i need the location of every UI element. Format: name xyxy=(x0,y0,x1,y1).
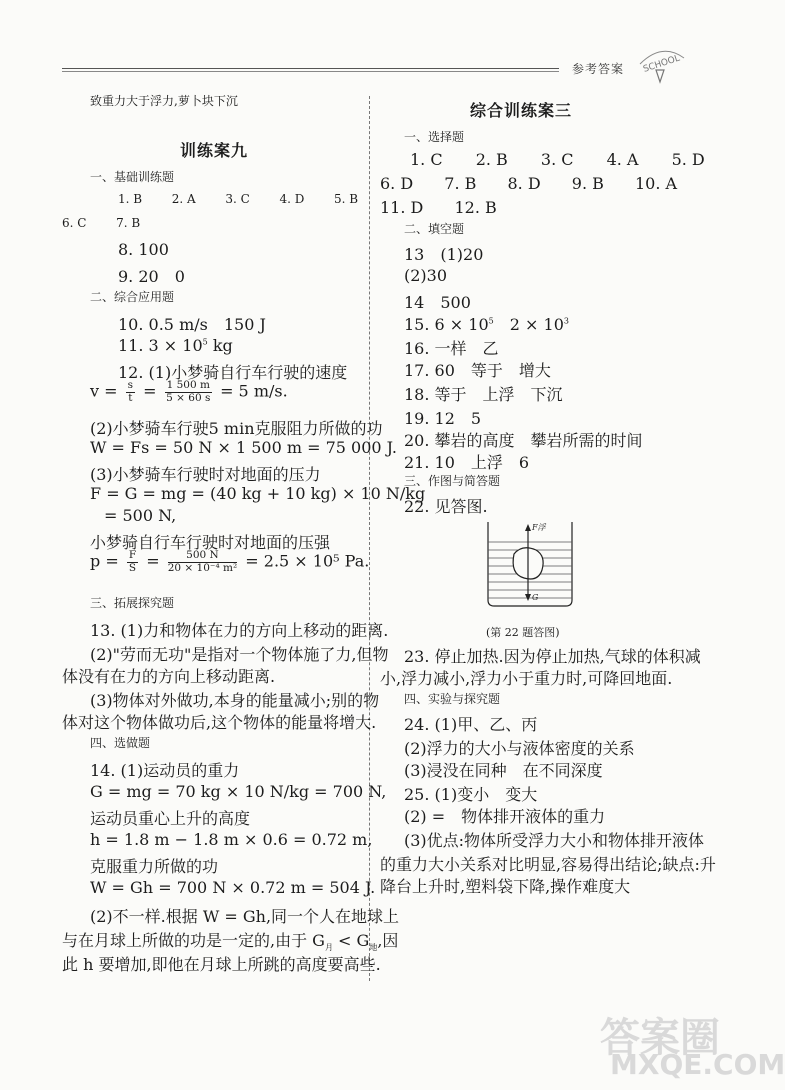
right-q24-a: 24. (1)甲、乙、丙 xyxy=(404,715,538,734)
right-q14: 14 500 xyxy=(404,293,471,312)
numerator: F xyxy=(128,549,137,561)
right-q18: 18. 等于 上浮 下沉 xyxy=(404,385,563,404)
text-part: 15. 6 × 10 xyxy=(404,315,489,334)
left-q12-2: (2)小梦骑车行驶5 min克服阻力所做的功 xyxy=(90,419,383,438)
left-section-title: 训练案九 xyxy=(180,141,249,160)
right-heading-drawing: 三、作图与简答题 xyxy=(404,474,501,488)
numerator: s xyxy=(127,379,134,391)
q11-text: 11. 3 × 10 xyxy=(118,336,203,355)
numerator: 1 500 m xyxy=(166,379,210,391)
left-q14-d: 克服重力所做的功 xyxy=(90,857,219,876)
answer-item: 11. D xyxy=(380,198,424,217)
left-q13-a: 13. (1)力和物体在力的方向上移动的距离. xyxy=(90,621,389,640)
right-answer-row-2 xyxy=(380,174,677,193)
left-q14-b: 运动员重心上升的高度 xyxy=(90,809,251,828)
answer-item: 4. A xyxy=(606,150,639,169)
subscript-moon: 月 xyxy=(324,943,333,953)
school-logo-icon xyxy=(636,44,688,86)
left-q9: 9. 20 0 xyxy=(118,267,185,286)
left-heading-basic: 一、基础训练题 xyxy=(90,170,175,184)
denominator: 20 × 10⁻⁴ m² xyxy=(167,561,238,574)
formula-rhs: = 2.5 × 10⁵ Pa. xyxy=(245,551,370,571)
exponent: 5 xyxy=(488,316,494,326)
right-q15 xyxy=(404,312,569,335)
answer-row-2 xyxy=(62,216,140,230)
left-q12-3: (3)小梦骑车行驶时对地面的压力 xyxy=(90,465,321,484)
pressure-formula xyxy=(90,550,369,574)
answer-item: 10. A xyxy=(634,174,678,193)
watermark-url: MXQE.COM xyxy=(610,1048,785,1081)
formula-lhs: v = xyxy=(90,381,118,401)
gravity-arrowhead xyxy=(525,594,531,601)
right-q25-c3: 降台上升时,塑料袋下降,操作难度大 xyxy=(380,877,631,896)
left-q12-4: 小梦骑自行车行驶时对地面的压强 xyxy=(90,533,331,552)
equals: = xyxy=(146,551,160,571)
answer-item: 8. D xyxy=(507,174,541,193)
right-q13-a: 13 (1)20 xyxy=(404,245,484,264)
answer-item: 12. B xyxy=(454,198,497,217)
exponent: 3 xyxy=(563,316,569,326)
buoyancy-label: F浮 xyxy=(532,523,546,532)
left-q14-f3: 此 h 要增加,即他在月球上所跳的高度要高些. xyxy=(62,955,381,974)
left-q14-a: G = mg = 70 kg × 10 N/kg = 700 N, xyxy=(90,782,387,801)
answer-item: 7. B xyxy=(116,216,141,230)
q11-exponent: 5 xyxy=(202,337,208,347)
left-q14: 14. (1)运动员的重力 xyxy=(90,761,240,780)
left-q11 xyxy=(118,336,233,355)
equals: = xyxy=(143,381,157,401)
right-heading-fill: 二、填空题 xyxy=(404,222,465,236)
answer-item: 2. B xyxy=(475,150,508,169)
velocity-formula xyxy=(90,380,288,404)
answer-item: 3. C xyxy=(225,192,250,206)
left-q14-c: h = 1.8 m − 1.8 m × 0.6 = 0.72 m, xyxy=(90,830,373,849)
fraction xyxy=(168,550,237,574)
right-q25-c1: (3)优点:物体所受浮力大小和物体排开液体 xyxy=(404,831,705,850)
left-q13-c2: 体对这个物体做功后,这个物体的能量将增大. xyxy=(62,713,377,732)
right-q16: 16. 一样 乙 xyxy=(404,339,499,358)
fraction xyxy=(165,380,212,404)
right-heading-experiment: 四、实验与探究题 xyxy=(404,692,501,706)
numerator: 500 N xyxy=(168,550,237,563)
left-q13-b1: (2)"劳而无功"是指对一个物体施了力,但物 xyxy=(90,645,389,664)
answer-item: 2. A xyxy=(171,192,196,206)
right-q24-c: (3)浸没在同种 在不同深度 xyxy=(404,761,603,780)
denominator: 5 × 60 s xyxy=(166,391,211,404)
answer-item: 1. B xyxy=(118,192,143,206)
denominator: S xyxy=(128,561,137,574)
header-rule xyxy=(62,68,559,69)
text-part: 2 × 10 xyxy=(493,315,564,334)
answer-row-1 xyxy=(118,192,358,206)
right-section-title: 综合训练案三 xyxy=(470,101,573,120)
right-answer-row-3 xyxy=(380,198,497,217)
fraction xyxy=(127,550,138,574)
right-q17: 17. 60 等于 增大 xyxy=(404,361,551,380)
school-logo-text: SCHOOL xyxy=(642,53,682,75)
left-heading-optional: 四、选做题 xyxy=(90,736,151,750)
right-q25-c2: 的重力大小关系对比明显,容易得出结论;缺点:升 xyxy=(380,855,716,874)
right-q13-b: (2)30 xyxy=(404,266,448,285)
q11-unit: kg xyxy=(207,336,233,355)
right-q20: 20. 攀岩的高度 攀岩所需的时间 xyxy=(404,431,643,450)
gravity-label: G xyxy=(532,593,539,602)
right-q24-b: (2)浮力的大小与液体密度的关系 xyxy=(404,739,635,758)
left-q12-2-formula: W = Fs = 50 N × 1 500 m = 75 000 J. xyxy=(90,438,397,457)
text-part: ,因 xyxy=(377,931,399,950)
buoyancy-arrowhead xyxy=(525,524,531,531)
left-q10: 10. 0.5 m/s 150 J xyxy=(118,315,266,334)
answer-item: 6. C xyxy=(62,216,87,230)
left-q8: 8. 100 xyxy=(118,240,169,259)
subscript-earth: 地 xyxy=(369,943,378,953)
answer-item: 1. C xyxy=(410,150,443,169)
answer-item: 3. C xyxy=(540,150,574,169)
header-rule-secondary xyxy=(62,71,559,72)
left-q14-f2 xyxy=(62,928,398,953)
right-q25-a: 25. (1)变小 变大 xyxy=(404,785,538,804)
denominator: t xyxy=(128,391,133,404)
left-q14-f1: (2)不一样.根据 W = Gh,同一个人在地球上 xyxy=(90,907,400,926)
answer-item: 4. D xyxy=(279,192,305,206)
left-q13-c1: (3)物体对外做功,本身的能量减小;别的物 xyxy=(90,691,380,710)
buoyancy-diagram xyxy=(484,520,576,608)
answer-item: 5. B xyxy=(334,192,359,206)
formula-rhs: = 5 m/s. xyxy=(220,381,288,401)
fraction xyxy=(126,380,135,404)
figure-caption: (第 22 题答图) xyxy=(486,626,560,639)
right-q23-b: 小,浮力减小,浮力小于重力时,可降回地面. xyxy=(380,669,673,688)
answer-item: 9. B xyxy=(571,174,604,193)
left-top-line: 致重力大于浮力,萝卜块下沉 xyxy=(90,94,238,108)
left-q12-3-formula: F = G = mg = (40 kg + 10 kg) × 10 N/kg xyxy=(90,484,426,503)
formula-lhs: p = xyxy=(90,551,119,571)
right-answer-row-1 xyxy=(410,150,705,169)
left-q12-3-result: = 500 N, xyxy=(104,506,177,525)
answer-item: 5. D xyxy=(671,150,705,169)
right-q22: 22. 见答图. xyxy=(404,497,488,516)
right-q19: 19. 12 5 xyxy=(404,409,482,428)
text-part: 与在月球上所做的功是一定的,由于 G xyxy=(62,931,325,950)
text-part: < G xyxy=(332,931,370,950)
answer-item: 6. D xyxy=(380,174,414,193)
watermark-logo: 答案圈 xyxy=(600,1015,720,1061)
left-heading-extend: 三、拓展探究题 xyxy=(90,596,175,610)
header-label: 参考答案 xyxy=(572,62,625,76)
left-heading-applied: 二、综合应用题 xyxy=(90,290,175,304)
right-q23-a: 23. 停止加热.因为停止加热,气球的体积减 xyxy=(404,647,701,666)
answer-item: 7. B xyxy=(444,174,477,193)
right-heading-choice: 一、选择题 xyxy=(404,130,465,144)
left-q14-e: W = Gh = 700 N × 0.72 m = 504 J. xyxy=(90,878,376,897)
left-q13-b2: 体没有在力的方向上移动距离. xyxy=(62,667,276,686)
right-q25-b: (2) = 物体排开液体的重力 xyxy=(404,807,606,826)
right-q21: 21. 10 上浮 6 xyxy=(404,453,530,472)
left-q12: 12. (1)小梦骑自行车行驶的速度 xyxy=(118,363,348,382)
